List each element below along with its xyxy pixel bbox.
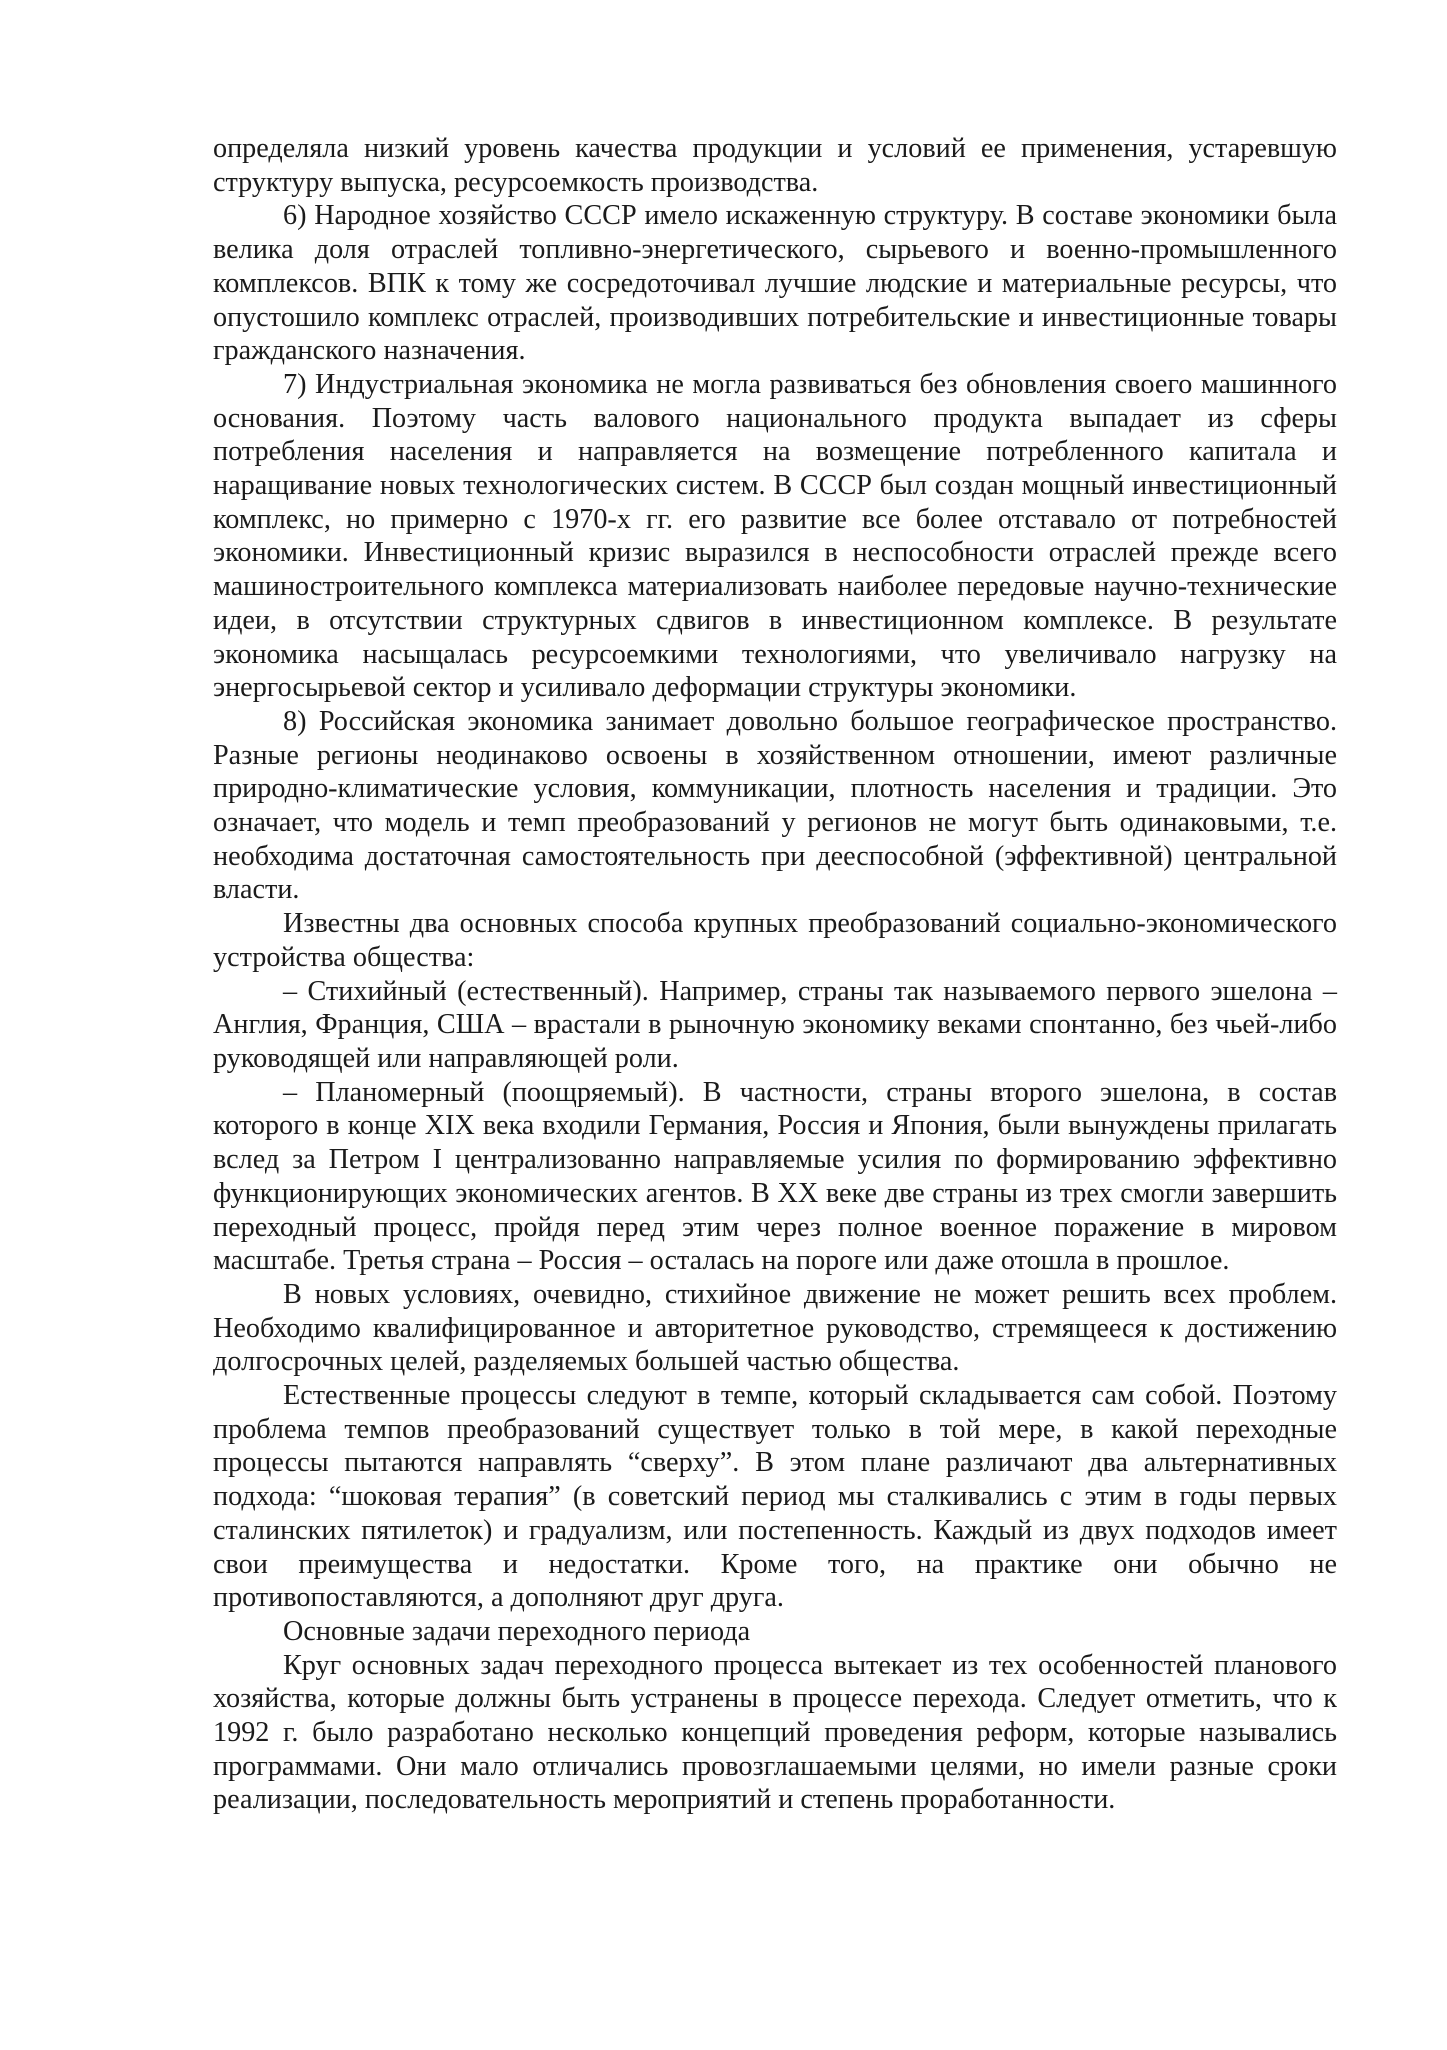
paragraph-item-6: 6) Народное хозяйство СССР имело искаженную структуру. В составе экономики была велика доля отраслей топливно-энергетического, сырьевого и военно-промышленного комплексов. ВПК к тому же сосредоточивал лучшие людские и материальные ресурсы, что опустошило комплекс отраслей, производивших потребительские и инвестиционные товары гражданского назначения. <box>213 200 1337 367</box>
document-body <box>213 132 1337 1817</box>
section-heading: Основные задачи переходного периода <box>283 1615 751 1647</box>
paragraph-spontaneous: – Стихийный (естественный). Например, страны так называемого первого эшелона – Англия, Франция, США – врастали в рыночную экономику веками спонтанно, без чьей-либо руководящей или направляющей роли. <box>213 975 1337 1074</box>
paragraph-item-8: 8) Российская экономика занимает довольно большое географическое пространство. Разные регионы неодинаково освоены в хозяйственном отношении, имеют различные природно-климатические условия, коммуникации, плотность населения и традиции. Это означает, что модель и темп преобразований у регионов не могут быть одинаковыми, т.е. необходима достаточная самостоятельность при дееспособной (эффективной) центральной власти. <box>213 705 1337 906</box>
paragraph-item-7: 7) Индустриальная экономика не могла развиваться без обновления своего машинного основания. Поэтому часть валового национального продукта выпадает из сферы потребления населения и направляется на возмещение потребленного капитала и наращивание новых технологических систем. В СССР был создан мощный инвестиционный комплекс, но примерно с 1970-х гг. его развитие все более отставало от потребностей экономики. Инвестиционный кризис выразился в неспособности отраслей прежде всего машиностроительного комплекса материализовать наиболее передовые научно-технические идеи, в отсутствии структурных сдвигов в инвестиционном комплексе. В результате экономика насыщалась ресурсоемкими технологиями, что увеличивало нагрузку на энергосырьевой сектор и усиливало деформации структуры экономики. <box>213 368 1337 704</box>
paragraph-new-conditions: В новых условиях, очевидно, стихийное движение не может решить всех проблем. Необходимо квалифицированное и авторитетное руководство, стремящееся к достижению долгосрочных целей, разделяемых большей частью общества. <box>213 1278 1337 1378</box>
paragraph-continuation: определяла низкий уровень качества продукции и условий ее применения, устаревшую структуру выпуска, ресурсоемкость производства. <box>213 133 1337 198</box>
paragraph-natural-processes: Естественные процессы следуют в темпе, который складывается сам собой. Поэтому проблема темпов преобразований существует только в той мере, в какой переходные процессы пытаются направлять “сверху”. В этом плане различают два альтернативных подхода: “шоковая терапия” (в советский период мы сталкивались с этим в годы первых сталинских пятилеток) и градуализм, или постепенность. Каждый из двух подходов имеет свои преимущества и недостатки. Кроме того, на практике они обычно не противопоставляются, а дополняют друг друга. <box>213 1380 1337 1614</box>
paragraph-two-methods: Известны два основных способа крупных преобразований социально-экономического устройства общества: <box>213 908 1337 973</box>
paragraph-planned: – Планомерный (поощряемый). В частности, страны второго эшелона, в состав которого в конце XIX века входили Германия, Россия и Япония, были вынуждены прилагать вслед за Петром I централизованно направляемые усилия по формированию эффективно функционирующих экономических агентов. В XX веке две страны из трех смогли завершить переходный процесс, пройдя перед этим через полное военное поражение в мировом масштабе. Третья страна – Россия – осталась на пороге или даже отошла в прошлое. <box>213 1076 1337 1277</box>
paragraph-main-tasks: Круг основных задач переходного процесса вытекает из тех особенностей планового хозяйства, которые должны быть устранены в процессе перехода. Следует отметить, что к 1992 г. было разработано несколько концепций проведения реформ, которые назывались программами. Они мало отличались провозглашаемыми целями, но имели разные сроки реализации, последовательность мероприятий и степень проработанности. <box>213 1649 1337 1816</box>
